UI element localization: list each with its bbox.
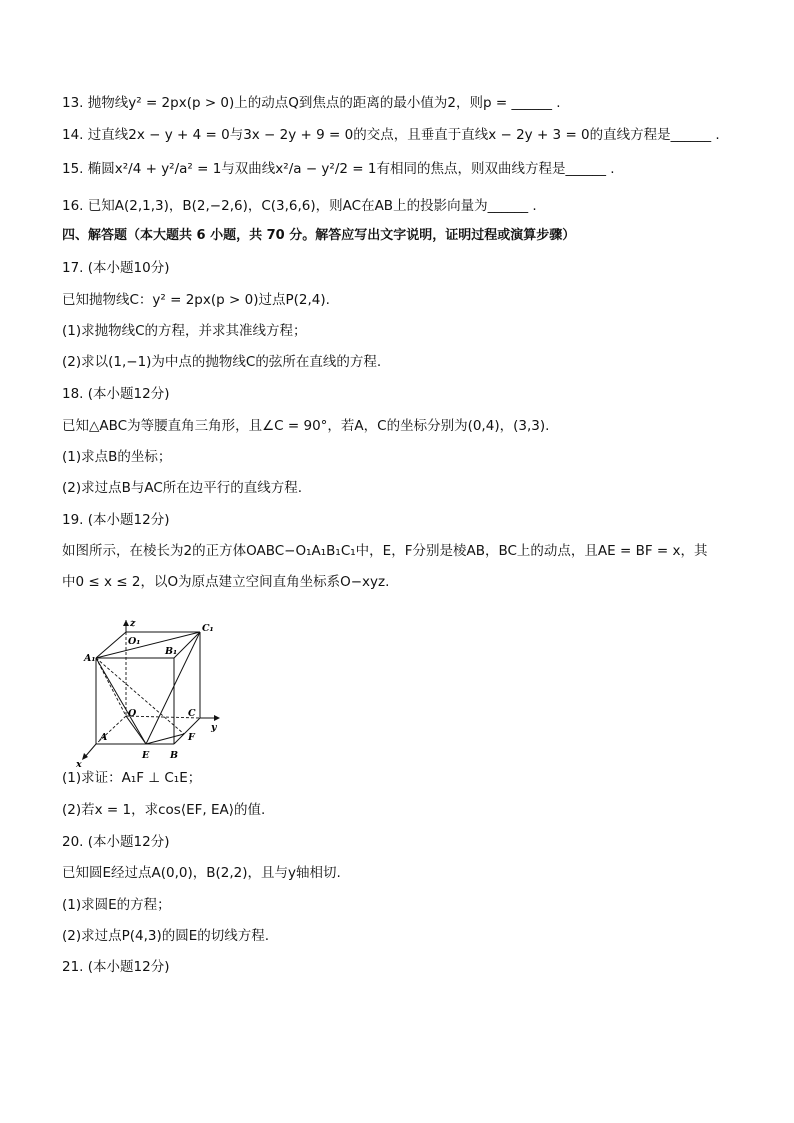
label-C: C	[188, 708, 196, 719]
question-19-part-1: (1)求证：A₁F ⊥ C₁E；	[62, 770, 202, 786]
question-18-part-1: (1)求点B的坐标；	[62, 449, 172, 465]
question-17-header: 17. (本小题10分)	[62, 260, 170, 276]
label-y: y	[211, 722, 217, 733]
question-19-part-2: (2)若x = 1，求cos⟨EF, EA⟩的值.	[62, 802, 266, 818]
question-20-header: 20. (本小题12分)	[62, 834, 170, 850]
question-20-part-2: (2)求过点P(4,3)的圆E的切线方程.	[62, 928, 270, 944]
question-19-stem-line-1: 如图所示，在棱长为2的正方体OABC−O₁A₁B₁C₁中，E，F分别是棱AB，BC上的动点，且AE = BF = x，其	[62, 543, 708, 559]
question-17-part-2: (2)求以(1,−1)为中点的抛物线C的弦所在直线的方程.	[62, 354, 382, 370]
question-13: 13. 抛物线y² = 2px(p > 0)上的动点Q到焦点的距离的最小值为2，则p = ______ .	[62, 95, 561, 111]
question-17-stem: 已知抛物线C：y² = 2px(p > 0)过点P(2,4).	[62, 292, 330, 308]
question-20-stem: 已知圆E经过点A(0,0)，B(2,2)，且与y轴相切.	[62, 865, 341, 881]
label-O: O	[128, 708, 137, 719]
label-C1: C₁	[202, 623, 214, 634]
cube-figure	[70, 620, 230, 770]
question-18-header: 18. (本小题12分)	[62, 386, 170, 402]
label-z: z	[130, 620, 136, 629]
question-20-part-1: (1)求圆E的方程；	[62, 897, 171, 913]
question-18-stem: 已知△ABC为等腰直角三角形，且∠C = 90°，若A，C的坐标分别为(0,4)，(3,3).	[62, 418, 550, 434]
label-B1: B₁	[165, 646, 178, 657]
question-19-header: 19. (本小题12分)	[62, 512, 170, 528]
question-14: 14. 过直线2x − y + 4 = 0与3x − 2y + 9 = 0的交点，且垂直于直线x − 2y + 3 = 0的直线方程是______ .	[62, 127, 720, 143]
label-A: A	[100, 732, 108, 743]
label-E: E	[142, 750, 150, 761]
question-19-stem-line-2: 中0 ≤ x ≤ 2，以O为原点建立空间直角坐标系O−xyz.	[62, 574, 390, 590]
question-18-part-2: (2)求过点B与AC所在边平行的直线方程.	[62, 480, 303, 496]
label-F: F	[188, 732, 195, 743]
label-x: x	[76, 759, 82, 770]
label-B: B	[170, 750, 179, 761]
section-4-heading: 四、解答题（本大题共 6 小题，共 70 分。解答应写出文字说明，证明过程或演算步骤）	[62, 228, 576, 243]
question-17-part-1: (1)求抛物线C的方程，并求其准线方程；	[62, 323, 307, 339]
question-16: 16. 已知A(2,1,3)，B(2,−2,6)，C(3,6,6)，则AC在AB上的投影向量为______ .	[62, 198, 537, 214]
question-15: 15. 椭圆x²/4 + y²/a² = 1与双曲线x²/a − y²/2 = 1有相同的焦点，则双曲线方程是______ .	[62, 161, 615, 177]
label-O1: O₁	[128, 636, 141, 647]
label-A1: A₁	[84, 653, 96, 664]
question-21-header: 21. (本小题12分)	[62, 959, 170, 975]
